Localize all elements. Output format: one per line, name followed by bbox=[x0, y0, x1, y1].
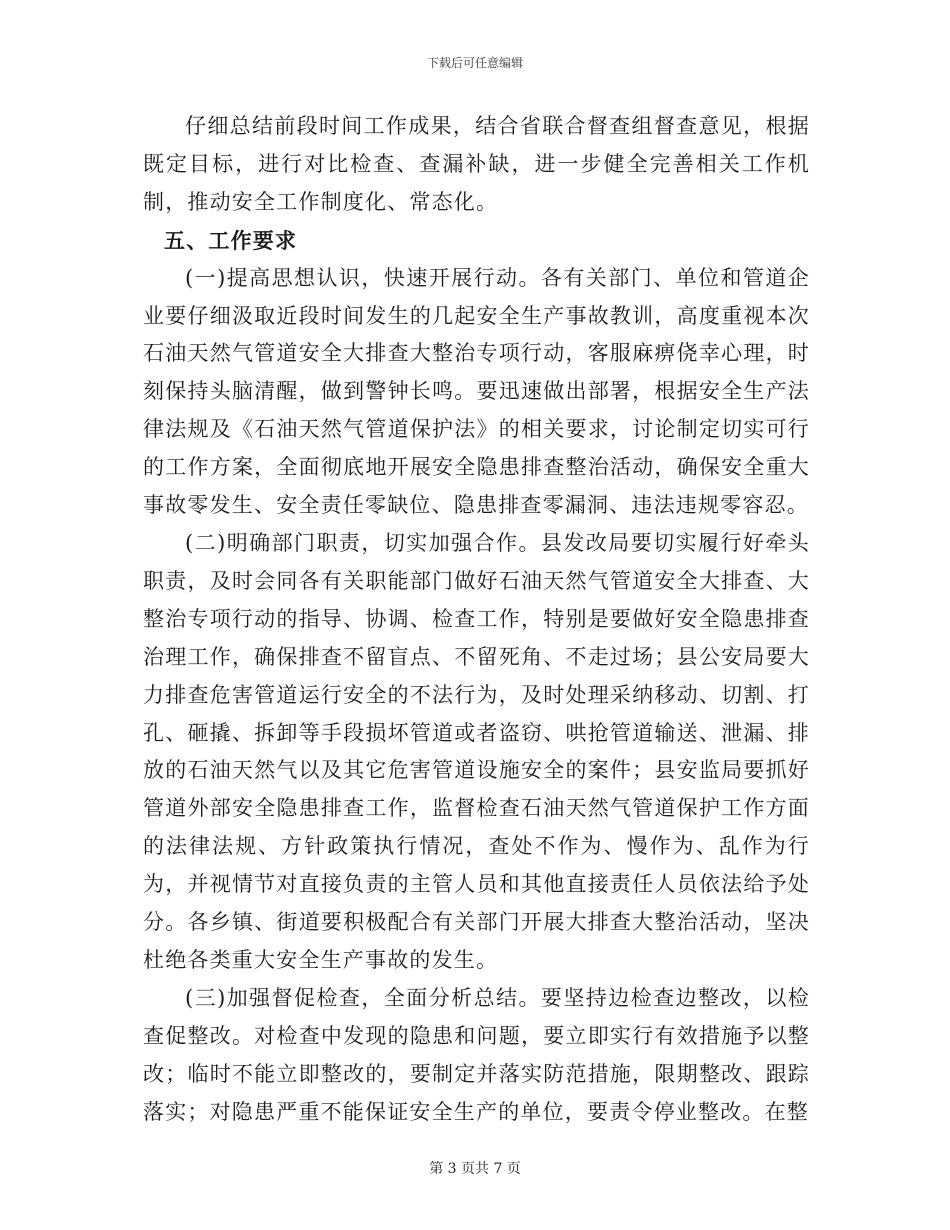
paragraph-requirement-1: (一)提高思想认识，快速开展行动。各有关部门、单位和管道企业要仔细汲取近段时间发生的几起安全生产事故教训，高度重视本次石油天然气管道安全大排查大整治专项行动，客服麻痹侥幸心理，时刻保持头脑清醒，做到警钟长鸣。要迅速做出部署，根据安全生产法律法规及《石油天然气管道保护法》的相关要求，讨论制定切实可行的工作方案，全面彻底地开展安全隐患排查整治活动，确保安全重大事故零发生、安全责任零缺位、隐患排查零漏洞、违法违规零容忍。 bbox=[143, 265, 810, 518]
page-number: 第 3 页共 7 页 bbox=[429, 1161, 521, 1177]
page-header: 下载后可任意编辑 bbox=[426, 56, 523, 70]
paragraph-requirement-2: (二)明确部门职责，切实加强合作。县发改局要切实履行好牵头职责，及时会同各有关职能部门做好石油天然气管道安全大排查、大整治专项行动的指导、协调、检查工作，特别是要做好安全隐患排查治理工作，确保排查不留盲点、不留死角、不走过场；县公安局要大力排查危害管道运行安全的不法行为，及时处理采纳移动、切割、打孔、砸撬、拆卸等手段损坏管道或者盗窃、哄抢管道输送、泄漏、排放的石油天然气以及其它危害管道设施安全的案件；县安监局要抓好管道外部安全隐患排查工作，监督检查石油天然气管道保护工作方面的法律法规、方针政策执行情况，查处不作为、慢作为、乱作为行为，并视情节对直接负责的主管人员和其他直接责任人员依法给予处分。各乡镇、街道要积极配合有关部门开展大排查大整治活动，坚决杜绝各类重大安全生产事故的发生。 bbox=[143, 530, 810, 972]
document-body bbox=[143, 108, 810, 1131]
paragraph-requirement-3: (三)加强督促检查，全面分析总结。要坚持边检查边整改，以检查促整改。对检查中发现的隐患和问题，要立即实行有效措施予以整改；临时不能立即整改的，要制定并落实防范措施，限期整改、跟踪落实；对隐患严重不能保证安全生产的单位，要责令停业整改。在整 bbox=[143, 985, 810, 1124]
section-heading: 五、工作要求 bbox=[164, 227, 298, 253]
paragraph-summary: 仔细总结前段时间工作成果，结合省联合督查组督查意见，根据既定目标，进行对比检查、查漏补缺，进一步健全完善相关工作机制，推动安全工作制度化、常态化。 bbox=[143, 114, 810, 214]
